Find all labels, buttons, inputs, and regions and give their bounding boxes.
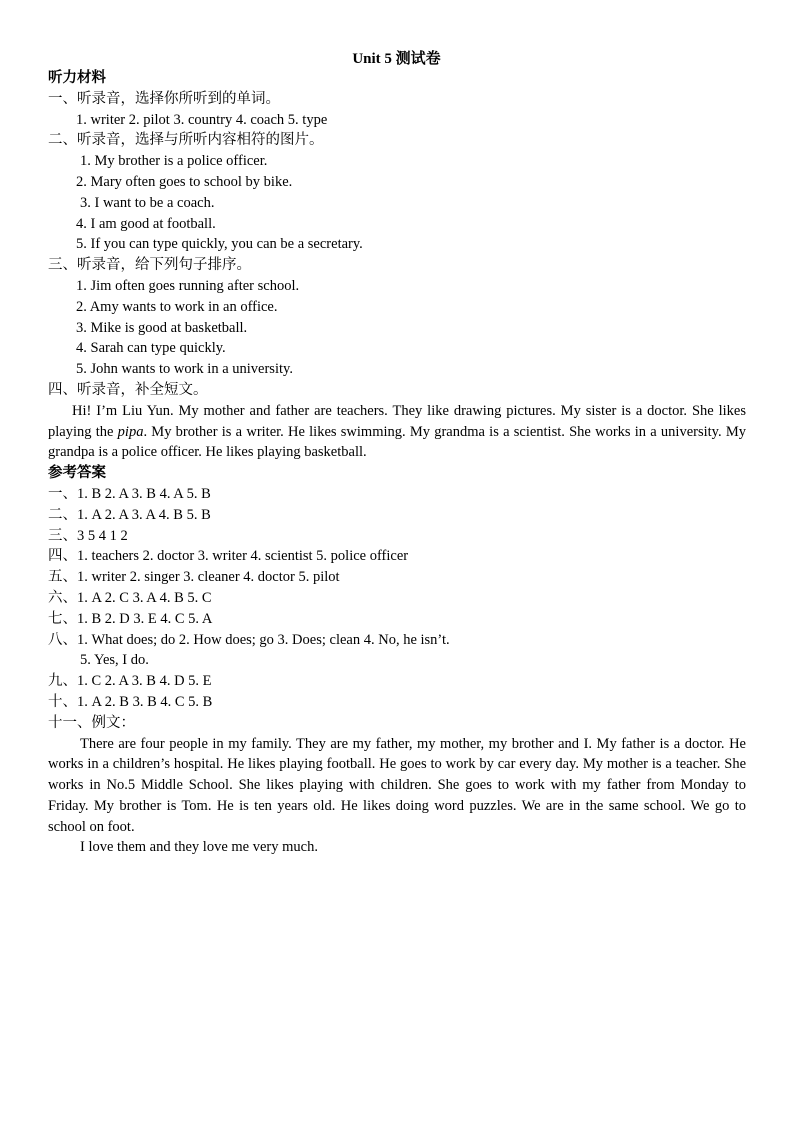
answer-line: 五、1. writer 2. singer 3. cleaner 4. doctor 5. pilot [48, 569, 340, 586]
listening-heading: 听力材料 [48, 70, 106, 86]
answer-line: 一、1. B 2. A 3. B 4. A 5. B [48, 485, 211, 502]
sample-essay-paragraph: There are four people in my family. They are my father, my mother, my brother and I. My father is a doctor. He works in a children’s hospital. He likes playing football. He goes to work by car every day. My mother is a teacher. She works in No.5 Middle School. She likes playing with children. She goes to work with my father from Monday to Friday. My brother is Tom. He is ten years old. He likes doing word puzzles. We are in the same school. We go to school on foot. [48, 735, 746, 835]
answer-line: 十一、例文： [48, 714, 135, 731]
section-2-item: 3. I want to be a coach. [80, 194, 215, 211]
answer-line: 十、1. A 2. B 3. B 4. C 5. B [48, 693, 213, 710]
answer-line-continuation: 5. Yes, I do. [80, 652, 149, 669]
section-3-item: 5. John wants to work in a university. [76, 361, 293, 378]
listening-passage [48, 401, 746, 463]
page-title: Unit 5 测试卷 [352, 51, 441, 67]
section-2-item: 5. If you can type quickly, you can be a secretary. [76, 236, 363, 253]
section-2-item: 4. I am good at football. [76, 215, 216, 232]
answer-line: 六、1. A 2. C 3. A 4. B 5. C [48, 589, 212, 606]
answer-line: 七、1. B 2. D 3. E 4. C 5. A [48, 610, 213, 627]
section-3-item: 4. Sarah can type quickly. [76, 340, 226, 357]
section-1-heading: 一、听录音，选择你所听到的单词。 [48, 90, 280, 107]
section-2-item: 1. My brother is a police officer. [80, 153, 268, 170]
answer-line: 二、1. A 2. A 3. A 4. B 5. B [48, 506, 211, 523]
section-3-item: 2. Amy wants to work in an office. [76, 298, 278, 315]
passage-italic-word: pipa [117, 423, 144, 440]
sample-essay-closing: I love them and they love me very much. [80, 839, 318, 856]
answer-line: 四、1. teachers 2. doctor 3. writer 4. scientist 5. police officer [48, 548, 409, 565]
section-2-item: 2. Mary often goes to school by bike. [76, 173, 293, 190]
document-body [48, 68, 746, 858]
section-3-heading: 三、听录音，给下列句子排序。 [48, 257, 251, 274]
section-3-item: 3. Mike is good at basketball. [76, 319, 248, 336]
passage-text-a: Hi! I’m Liu Yun. My mother and father are teachers. They like drawing pictures. My sister is a doctor. She likes playing the [48, 402, 746, 440]
answer-line: 八、1. What does; do 2. How does; go 3. Does; clean 4. No, he isn’t. [48, 631, 450, 648]
section-1-item: 1. writer 2. pilot 3. country 4. coach 5. type [76, 111, 328, 128]
answer-line: 三、3 5 4 1 2 [48, 527, 128, 544]
section-2-heading: 二、听录音，选择与所听内容相符的图片。 [48, 132, 324, 149]
answer-line: 九、1. C 2. A 3. B 4. D 5. E [48, 673, 212, 690]
passage-text-b: . My brother is a writer. He likes swimming. My grandma is a scientist. She works in a university. My grandpa is a police officer. He likes playing basketball. [48, 423, 746, 461]
answers-heading: 参考答案 [48, 465, 106, 482]
section-3-item: 1. Jim often goes running after school. [76, 277, 300, 294]
section-4-heading: 四、听录音，补全短文。 [48, 381, 208, 398]
